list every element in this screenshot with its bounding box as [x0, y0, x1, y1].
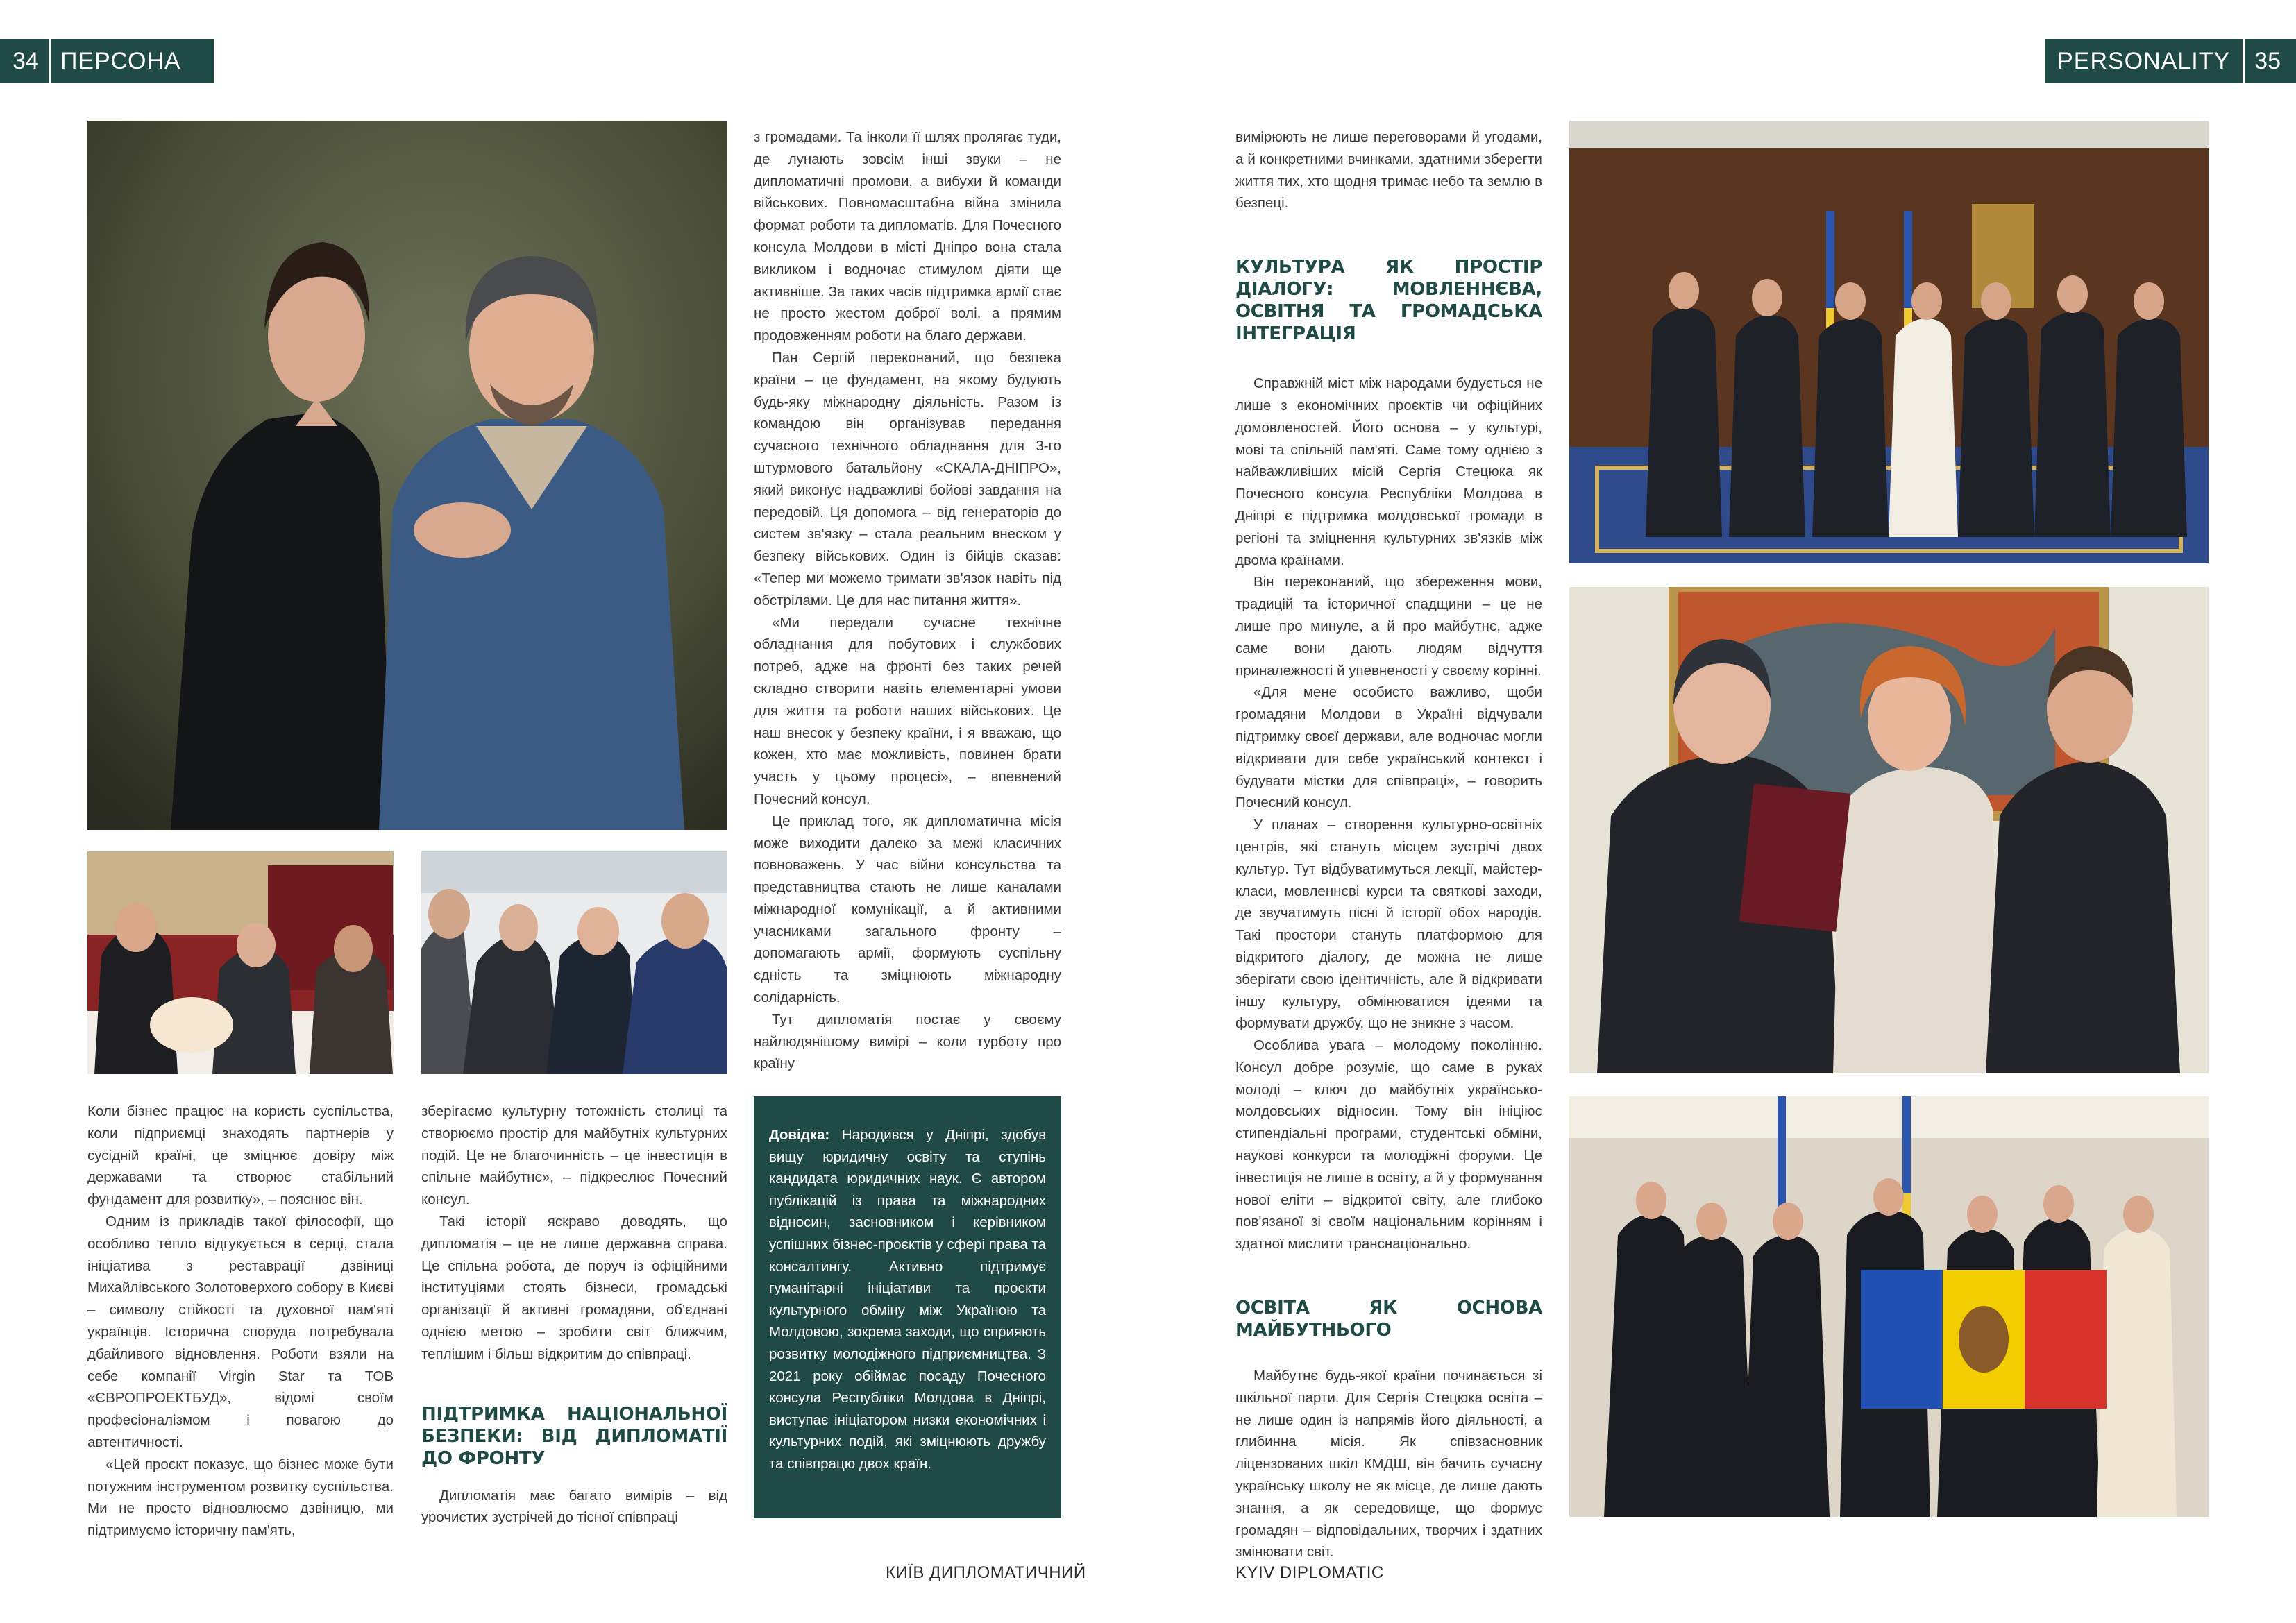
paragraph: Особлива увага – молодому поколінню. Консул добре розуміє, що саме в руках молоді – ключ до майбутніх українсько-молдовських відносин. Тому він ініціює стипендіальні програми, студентські обміни, наукові конкурси та молодіжні форуми. Це інвестиція не лише в освіту, а й у формування нової еліти – відкритої світу, але глибоко пов'язаної зі своїм національним корінням і здатної мислити транснаціонально. — [1235, 1037, 1542, 1252]
bio-text: Народився у Дніпрі, здобув вищу юридичну освіту та ступінь кандидата юридичних наук. Є автором публікацій із права та міжнародних відносин, засновником і керівником успішних бізнес-проєктів у сфері права та консалтингу. Активно підтримує гуманітарні ініціативи та проєкти культурного обміну між Україною та Молдовою, зокрема заходи, що сприяють розвитку молодіжного підприємництва. З 2021 року обіймає посаду Почесного консула Республіки Молдова в Дніпрі, виступає ініціатором низки економічних і культурних подій, які зміцнюють дружбу та співпрацю двох країн. — [769, 1127, 1047, 1472]
photo-conversation — [421, 851, 727, 1074]
column-2 — [421, 1101, 727, 1529]
paragraph: «Цей проєкт показує, що бізнес може бути потужним інструментом розвитку суспільства. Ми не просто відновлюємо дзвіницю, ми підтримуємо історичну пам'ять, — [87, 1456, 394, 1539]
column-3 — [754, 126, 1061, 1075]
photo-group-flags — [1569, 121, 2209, 563]
paragraph: Такі історії яскраво доводять, що дипломатія – це не лише державна справа. Це спільна робота, де поруч із офіційними інституціями стоять бізнеси, громадські організації й активні громадяни, об'єднані однією метою – зробити світ ближчим, теплішим і більш відкритим до співпраці. — [421, 1213, 727, 1362]
section-heading: ПІДТРИМКА НАЦІОНАЛЬНОЇ БЕЗПЕКИ: ВІД ДИПЛОМАТІЇ ДО ФРОНТУ — [421, 1403, 727, 1469]
paragraph: Справжній міст між народами будується не лише з економічних проєктів чи офіційних домовленостей. Його основа – у культурі, мові та спільній пам'яті. Саме тому однією з найважливіших місій Сергія Стецюка як Почесного консула Республіки Молдова в Дніпрі є підтримка молдовської громади в регіоні та зміцнення культурних зв'язків між двома країнами. — [1235, 375, 1542, 568]
paragraph: «Ми передали сучасне технічне обладнання для побутових і службових потреб, адже на фронті без таких речей складно створити навіть елементарні умови для життя та роботи наших військових. Це наш внесок у безпеку країни, і я вважаю, що кожен, хто має можливість, повинен брати участь у цьому процесі», – впевнений Почесний консул. — [754, 614, 1061, 807]
photo-moldova-flag-group — [1569, 1096, 2209, 1517]
column-1 — [87, 1101, 394, 1542]
section-heading: КУЛЬТУРА ЯК ПРОСТІР ДІАЛОГУ: МОВЛЕННЄВА, ОСВІТНЯ ТА ГРОМАДСЬКА ІНТЕГРАЦІЯ — [1235, 257, 1542, 345]
paragraph: Майбутнє будь-якої країни починається зі шкільної парти. Для Сергія Стецюка освіта – не лише один із напрямів його діяльності, а глибинна місія. Як співзасновник ліцензованих шкіл КМДШ, він бачить сучасну українську школу не як місце, де лише дають знання, а як середовище, що формує громадян – відповідальних, творчих і здатних змінювати світ. — [1235, 1368, 1542, 1561]
paragraph: Коли бізнес працює на користь суспільства, коли підприємці знаходять партнерів у сусідній країні, це зміцнює довіру між державами та створює стабільний фундамент для розвитку», – пояснює він. — [87, 1103, 394, 1208]
paragraph: Він переконаний, що збереження мови, традицій та історичної спадщини – це не лише про минуле, а й про майбутнє, адже саме вони дають людям відчуття приналежності й упевненості у своєму корінні. — [1235, 574, 1542, 679]
paragraph: Одним із прикладів такої філософії, що особливо тепло відгукується в серці, стала ініціатива з реставрації дзвіниці Михайлівського Золотоверхого собору в Києві – символу стійкості та духовної пам'яті українців. Історична споруда потребувала дбайливого відновлення. Роботи взяли на себе компанії Virgin Star та ТОВ «ЄВРОПРОЕКТБУД», відомі своїм професіоналізмом і повагою до автентичності. — [87, 1213, 394, 1450]
paragraph: У планах – створення культурно-освітніх центрів, які стануть місцем зустрічі двох культур. Тут відбуватимуться лекції, майстер-класи, мовленнєві курси та святкові заходи, де звучатимуть пісні й історії обох народів. Такі простори стануть платформою для відкритого діалогу, де можна не лише зберігати свою ідентичність, але й відкривати іншу культуру, обмінюватися ідеями та формувати дружбу, що не зникне з часом. — [1235, 817, 1542, 1032]
bio-label: Довідка: — [769, 1127, 830, 1143]
paragraph: Пан Сергій переконаний, що безпека країни – це фундамент, на якому будують будь-яку міжнародну діяльність. Разом із командою він організував передання сучасного технічного обладнання для 3-го штурмового батальйону «СКАЛА-ДНІПРО», який виконує надважливі бойові завдання на передовій. Ця допомога – від генераторів до систем зв'язку – стала реальним внеском у безпеку військових. Один із бійців сказав: «Тепер ми можемо тримати зв'язок навіть під обстрілами. Це для нас питання життя». — [754, 349, 1061, 609]
photo-portrait-couple — [87, 121, 727, 830]
moldova-flag-icon — [1861, 1270, 2107, 1409]
paragraph: Це приклад того, як дипломатична місія може виходити далеко за межі класичних повноважень. У час війни консульства та представництва стають не лише каналами міжнародної комунікації, а й активними учасниками загального фронту – допомагають армії, формують суспільну єдність та зміцнюють міжнародну солідарність. — [754, 813, 1061, 1006]
paragraph: «Для мене особисто важливо, щоби громадяни Молдови в Україні відчували підтримку своєї держави, але водночас могли відкривати для себе український контекст і будувати містки для співпраці», – говорить Почесний консул. — [1235, 684, 1542, 811]
paragraph: зберігаємо культурну тотожність столиці та створюємо простір для майбутніх культурних подій. Це не благочинність – це інвестиція в спільне майбутнє», – підкреслює Почесний консул. — [421, 1103, 727, 1208]
page-header-left — [0, 39, 214, 83]
paragraph: з громадами. Та інколи її шлях пролягає туди, де лунають зовсім інші звуки – не дипломатичні промови, а вибухи й команди військових. Повномасштабна війна змінила формат роботи та дипломатів. Для Почесного консула Молдови в місті Дніпро вона стала викликом і водночас стимулом діяти ще активніше. За таких часів підтримка армії стає не просто жестом доброї волі, а прямим продовженням роботи на благо держави. — [754, 129, 1061, 344]
footer-right: KYIV DIPLOMATIC — [1235, 1563, 1384, 1582]
section-label: PERSONALITY — [2057, 47, 2231, 74]
section-label: ПЕРСОНА — [60, 47, 181, 74]
section-heading: ОСВІТА ЯК ОСНОВА МАЙБУТНЬОГО — [1235, 1298, 1542, 1341]
page-number: 34 — [12, 47, 39, 74]
bio-box — [754, 1096, 1061, 1518]
paragraph: Тут дипломатія постає у своєму найлюдянішому вимірі – коли турботу про країну — [754, 1011, 1061, 1072]
photo-event-table — [87, 851, 394, 1074]
footer-left: КИЇВ ДИПЛОМАТИЧНИЙ — [886, 1563, 1086, 1582]
page-number: 35 — [2254, 47, 2281, 74]
page-header-right — [2045, 39, 2296, 83]
paragraph: Дипломатія має багато вимірів – від урочистих зустрічей до тісної співпраці — [421, 1487, 727, 1526]
photo-award-presentation — [1569, 587, 2209, 1073]
paragraph: вимірюють не лише переговорами й угодами, а й конкретними вчинками, здатними зберегти життя тих, хто щодня тримає небо та землю в безпеці. — [1235, 129, 1542, 212]
column-4 — [1235, 126, 1542, 1563]
